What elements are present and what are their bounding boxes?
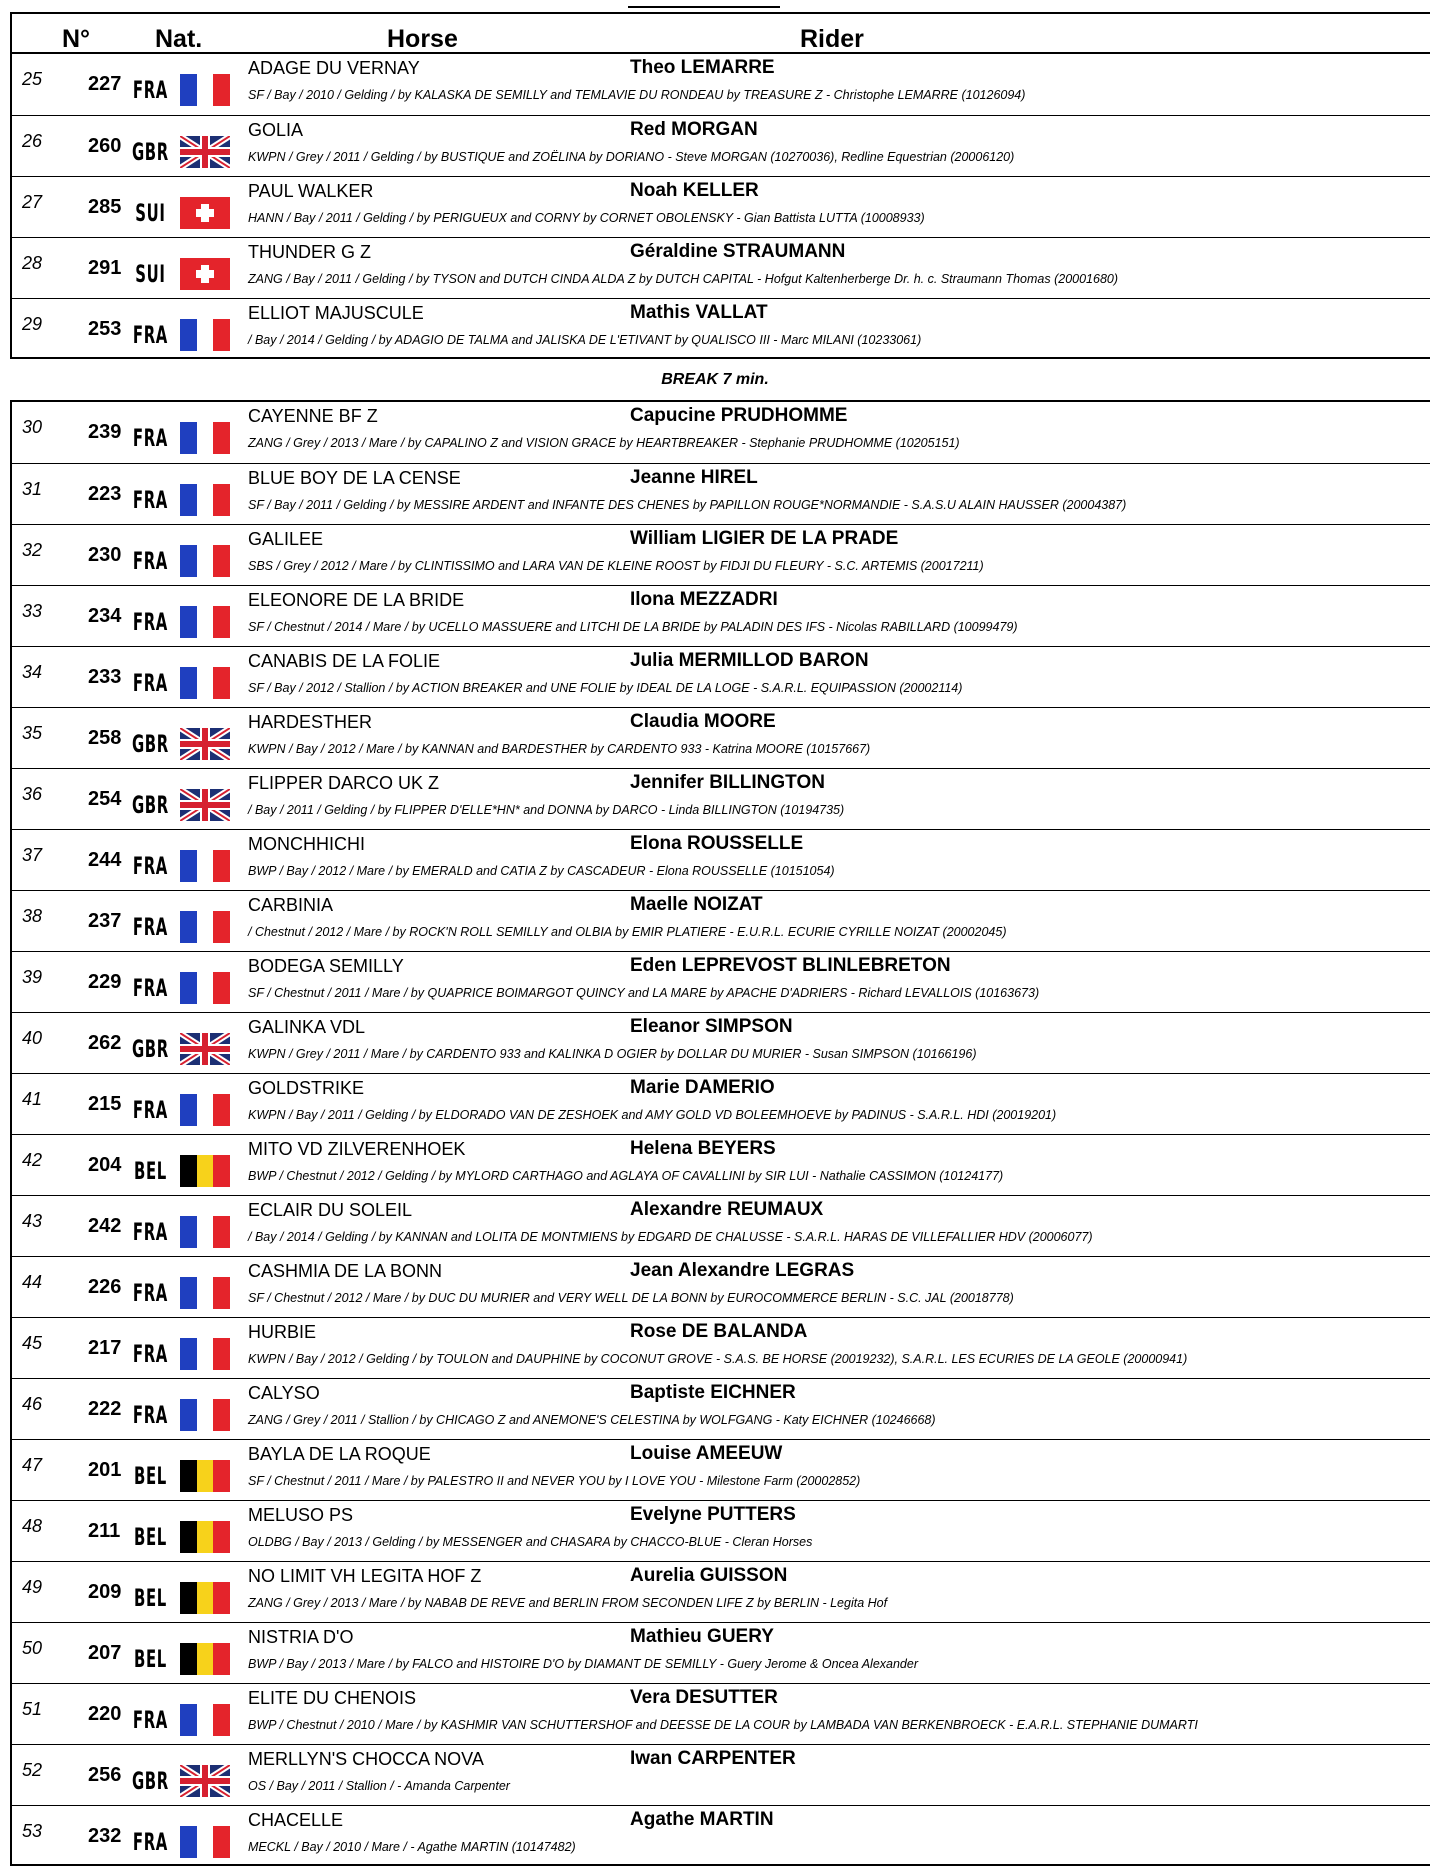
horse-details: KWPN / Grey / 2011 / Gelding / by BUSTIQUE and ZOËLINA by DORIANO - Steve MORGAN (10270036), Redline Equestrian (20006120): [248, 150, 1015, 164]
bib-number: 227: [88, 73, 122, 95]
nationality-flag: [131, 1031, 232, 1067]
column-header-horse: Horse: [387, 25, 458, 53]
table-row: [12, 115, 1430, 176]
rank-number: 26: [22, 131, 43, 151]
table-row: [12, 463, 1430, 524]
horse-details: ZANG / Grey / 2013 / Mare / by NABAB DE REVE and BERLIN FROM SECONDEN LIFE Z by BERLIN - Legita Hof: [248, 1596, 888, 1610]
bib-number: 223: [88, 483, 122, 505]
horse-name: BLUE BOY DE LA CENSE: [248, 468, 461, 488]
horse-details: HANN / Bay / 2011 / Gelding / by PERIGUEUX and CORNY by CORNET OBOLENSKY - Gian Battista LUTTA (10008933): [248, 211, 925, 225]
nationality-code: FRA: [132, 76, 168, 104]
rank-number: 40: [22, 1028, 43, 1048]
rank-number: 33: [22, 601, 43, 621]
horse-name: ADAGE DU VERNAY: [248, 58, 420, 78]
nationality-code: GBR: [131, 1035, 169, 1063]
nationality-code: GBR: [131, 138, 169, 166]
nationality-flag: [132, 1824, 232, 1860]
flag-icon: [180, 1765, 230, 1797]
flag-icon: [180, 1521, 230, 1553]
horse-details: KWPN / Bay / 2012 / Mare / by KANNAN and BARDESTHER by CARDENTO 933 - Katrina MOORE (10157667): [248, 742, 871, 756]
nationality-flag: [132, 909, 232, 945]
rider-name: Rose DE BALANDA: [630, 1321, 808, 1342]
nationality-code: FRA: [132, 974, 168, 1002]
nationality-flag: [131, 726, 232, 762]
horse-name: THUNDER G Z: [248, 242, 371, 262]
bib-number: 217: [88, 1337, 122, 1359]
horse-details: / Bay / 2014 / Gelding / by ADAGIO DE TALMA and JALISKA DE L'ETIVANT by QUALISCO III - Marc MILANI (10233061): [248, 333, 922, 347]
rank-number: 51: [22, 1699, 43, 1719]
table-row: [12, 402, 1430, 463]
flag-icon: [180, 606, 230, 638]
horse-details: SF / Chestnut / 2014 / Mare / by UCELLO MASSUERE and LITCHI DE LA BRIDE by PALADIN DES IFS - Nicolas RABILLARD (10099479): [248, 620, 1018, 634]
rank-number: 36: [22, 784, 43, 804]
rider-name: Helena BEYERS: [630, 1138, 776, 1159]
bib-number: 254: [88, 788, 122, 810]
flag-icon: [180, 1216, 230, 1248]
nationality-flag: [133, 1519, 232, 1555]
nationality-code: BEL: [133, 1645, 167, 1673]
table-row: [12, 1134, 1430, 1195]
horse-details: MECKL / Bay / 2010 / Mare / - Agathe MARTIN (10147482): [248, 1840, 576, 1854]
bib-number: 232: [88, 1825, 122, 1847]
nationality-flag: [132, 1092, 232, 1128]
rank-number: 27: [22, 192, 43, 212]
flag-icon: [180, 319, 230, 351]
bib-number: 285: [88, 196, 122, 218]
bib-number: 291: [88, 257, 122, 279]
table-row: [12, 298, 1430, 359]
rider-name: Theo LEMARRE: [630, 57, 775, 78]
flag-icon: [180, 911, 230, 943]
horse-name: CASHMIA DE LA BONN: [248, 1261, 443, 1281]
flag-icon: [180, 667, 230, 699]
nationality-code: FRA: [132, 424, 168, 452]
bib-number: 237: [88, 910, 122, 932]
rider-name: Jeanne HIREL: [630, 467, 758, 488]
rider-name: Mathieu GUERY: [630, 1626, 774, 1647]
table-row: [12, 707, 1430, 768]
table-row: [12, 1561, 1430, 1622]
rider-name: William LIGIER DE LA PRADE: [630, 528, 899, 549]
nationality-code: FRA: [132, 547, 168, 575]
flag-icon: [180, 1643, 230, 1675]
start-list-group-1: [10, 52, 1430, 359]
horse-details: BWP / Chestnut / 2010 / Mare / by KASHMIR VAN SCHUTTERSHOF and DEESSE DE LA COUR by LAMBADA VAN BERKENBROECK - E.A.R.L. STEPHANIE DUMARTI: [248, 1718, 1198, 1732]
nationality-code: FRA: [132, 1340, 168, 1368]
nationality-code: FRA: [132, 1706, 168, 1734]
flag-icon: [180, 1399, 230, 1431]
rank-number: 47: [22, 1455, 43, 1475]
flag-icon: [180, 1826, 230, 1858]
rank-number: 32: [22, 540, 43, 560]
table-row: [12, 1073, 1430, 1134]
rider-name: Géraldine STRAUMANN: [630, 241, 846, 262]
bib-number: 256: [88, 1764, 122, 1786]
horse-name: NO LIMIT VH LEGITA HOF Z: [248, 1566, 482, 1586]
nationality-flag: [135, 256, 232, 292]
nationality-flag: [132, 604, 232, 640]
rank-number: 39: [22, 967, 43, 987]
horse-name: MELUSO PS: [248, 1505, 354, 1525]
rank-number: 35: [22, 723, 43, 743]
table-row: [12, 1500, 1430, 1561]
nationality-flag: [132, 1336, 232, 1372]
nationality-flag: [135, 195, 232, 231]
horse-details: SF / Chestnut / 2011 / Mare / by PALESTRO II and NEVER YOU by I LOVE YOU - Milestone Farm (20002852): [248, 1474, 861, 1488]
horse-details: ZANG / Bay / 2011 / Gelding / by TYSON and DUTCH CINDA ALDA Z by DUTCH CAPITAL - Hofgut Kaltenherberge Dr. h. c. Straumann Thomas (20001680): [248, 272, 1119, 286]
table-row: [12, 1805, 1430, 1866]
table-row: [12, 646, 1430, 707]
nationality-flag: [131, 134, 232, 170]
nationality-flag: [133, 1641, 232, 1677]
flag-icon: [180, 1338, 230, 1370]
horse-name: ECLAIR DU SOLEIL: [248, 1200, 413, 1220]
table-row: [12, 1744, 1430, 1805]
rider-name: Jennifer BILLINGTON: [630, 772, 825, 793]
bib-number: 242: [88, 1215, 122, 1237]
horse-details: BWP / Bay / 2012 / Mare / by EMERALD and CATIA Z by CASCADEUR - Elona ROUSSELLE (10151054): [248, 864, 835, 878]
column-header-nationality: Nat.: [155, 25, 203, 53]
rank-number: 50: [22, 1638, 43, 1658]
rank-number: 29: [22, 314, 43, 334]
table-row: [12, 768, 1430, 829]
table-row: [12, 1439, 1430, 1500]
horse-details: SF / Bay / 2010 / Gelding / by KALASKA DE SEMILLY and TEMLAVIE DU RONDEAU by TREASURE Z - Christophe LEMARRE (10126094): [248, 88, 1026, 102]
rank-number: 42: [22, 1150, 43, 1170]
rider-name: Ilona MEZZADRI: [630, 589, 778, 610]
horse-details: / Bay / 2011 / Gelding / by FLIPPER D'ELLE*HN* and DONNA by DARCO - Linda BILLINGTON (10194735): [248, 803, 845, 817]
flag-icon: [180, 1277, 230, 1309]
flag-icon: [180, 972, 230, 1004]
nationality-code: FRA: [132, 608, 168, 636]
nationality-code: BEL: [133, 1157, 167, 1185]
rider-name: Eden LEPREVOST BLINLEBRETON: [630, 955, 951, 976]
bib-number: 207: [88, 1642, 122, 1664]
horse-details: / Bay / 2014 / Gelding / by KANNAN and LOLITA DE MONTMIENS by EDGARD DE CHALUSSE - S.A.R.L. HARAS DE VILLEFALLIER HDV (20006077): [248, 1230, 1093, 1244]
rider-name: Marie DAMERIO: [630, 1077, 775, 1098]
table-row: [12, 1195, 1430, 1256]
flag-icon: [180, 1704, 230, 1736]
rider-name: Evelyne PUTTERS: [630, 1504, 796, 1525]
table-row: [12, 1317, 1430, 1378]
nationality-code: FRA: [132, 1096, 168, 1124]
rank-number: 43: [22, 1211, 43, 1231]
rider-name: Jean Alexandre LEGRAS: [630, 1260, 855, 1281]
flag-icon: [180, 1094, 230, 1126]
nationality-code: FRA: [132, 1279, 168, 1307]
rank-number: 30: [22, 417, 43, 437]
rider-name: Claudia MOORE: [630, 711, 776, 732]
horse-name: CARBINIA: [248, 895, 334, 915]
horse-details: SF / Bay / 2012 / Stallion / by ACTION BREAKER and UNE FOLIE by IDEAL DE LA LOGE - S.A.R.L. EQUIPASSION (20002114): [248, 681, 963, 695]
nationality-flag: [132, 482, 232, 518]
nationality-flag: [133, 1580, 232, 1616]
table-row: [12, 585, 1430, 646]
horse-name: ELLIOT MAJUSCULE: [248, 303, 424, 323]
table-row: [12, 237, 1430, 298]
nationality-flag: [133, 1458, 232, 1494]
horse-name: PAUL WALKER: [248, 181, 374, 201]
flag-icon: [180, 484, 230, 516]
horse-name: GALILEE: [248, 529, 324, 549]
horse-details: ZANG / Grey / 2011 / Stallion / by CHICAGO Z and ANEMONE'S CELESTINA by WOLFGANG - Katy EICHNER (10246668): [248, 1413, 936, 1427]
rank-number: 49: [22, 1577, 43, 1597]
flag-icon: [180, 1033, 230, 1065]
nationality-code: GBR: [131, 730, 169, 758]
table-row: [12, 1378, 1430, 1439]
nationality-code: FRA: [132, 1218, 168, 1246]
rank-number: 41: [22, 1089, 43, 1109]
flag-icon: [180, 1460, 230, 1492]
horse-name: CAYENNE BF Z: [248, 406, 378, 426]
bib-number: 226: [88, 1276, 122, 1298]
horse-name: HURBIE: [248, 1322, 317, 1342]
table-row: [12, 54, 1430, 115]
horse-details: ZANG / Grey / 2013 / Mare / by CAPALINO Z and VISION GRACE by HEARTBREAKER - Stephanie PRUDHOMME (10205151): [248, 436, 960, 450]
rider-name: Iwan CARPENTER: [630, 1748, 796, 1769]
horse-details: SF / Chestnut / 2011 / Mare / by QUAPRICE BOIMARGOT QUINCY and LA MARE by APACHE D'ADRIERS - Richard LEVALLOIS (10163673): [248, 986, 1040, 1000]
horse-details: OS / Bay / 2011 / Stallion / - Amanda Carpenter: [248, 1779, 510, 1793]
nationality-flag: [131, 787, 232, 823]
rider-name: Noah KELLER: [630, 180, 759, 201]
rank-number: 28: [22, 253, 43, 273]
start-list-group-2: [10, 400, 1430, 1866]
horse-name: FLIPPER DARCO UK Z: [248, 773, 440, 793]
bib-number: 201: [88, 1459, 122, 1481]
rider-name: Louise AMEEUW: [630, 1443, 783, 1464]
horse-name: CHACELLE: [248, 1810, 344, 1830]
rank-number: 38: [22, 906, 43, 926]
horse-details: SF / Chestnut / 2012 / Mare / by DUC DU MURIER and VERY WELL DE LA BONN by EUROCOMMERCE BERLIN - S.C. JAL (20018778): [248, 1291, 1014, 1305]
rider-name: Agathe MARTIN: [630, 1809, 774, 1830]
nationality-flag: [133, 1153, 232, 1189]
flag-icon: [180, 136, 230, 168]
top-rule: [628, 6, 780, 8]
horse-details: OLDBG / Bay / 2013 / Gelding / by MESSENGER and CHASARA by CHACCO-BLUE - Cleran Horses: [248, 1535, 813, 1549]
horse-details: SBS / Grey / 2012 / Mare / by CLINTISSIMO and LARA VAN DE KLEINE ROOST by FIDJI DU FLEURY - S.C. ARTEMIS (20017211): [248, 559, 984, 573]
rider-name: Capucine PRUDHOMME: [630, 405, 848, 426]
nationality-flag: [131, 1763, 232, 1799]
rank-number: 53: [22, 1821, 43, 1841]
nationality-code: BEL: [133, 1523, 167, 1551]
flag-icon: [180, 1155, 230, 1187]
flag-icon: [180, 74, 230, 106]
horse-details: KWPN / Bay / 2011 / Gelding / by ELDORADO VAN DE ZESHOEK and AMY GOLD VD BOLEEMHOEVE by PADINUS - S.A.R.L. HDI (20019201): [248, 1108, 1057, 1122]
nationality-flag: [132, 543, 232, 579]
rider-name: Elona ROUSSELLE: [630, 833, 804, 854]
horse-name: GOLDSTRIKE: [248, 1078, 365, 1098]
bib-number: 234: [88, 605, 122, 627]
horse-details: SF / Bay / 2011 / Gelding / by MESSIRE ARDENT and INFANTE DES CHENES by PAPILLON ROUGE*NORMANDIE - S.A.S.U ALAIN HAUSSER (20004387): [248, 498, 1127, 512]
bib-number: 220: [88, 1703, 122, 1725]
break-label: BREAK 7 min.: [661, 371, 769, 388]
flag-icon: [180, 850, 230, 882]
horse-name: BODEGA SEMILLY: [248, 956, 404, 976]
flag-icon: [180, 1582, 230, 1614]
horse-name: HARDESTHER: [248, 712, 373, 732]
table-header: [10, 12, 1430, 52]
nationality-flag: [132, 317, 232, 353]
table-row: [12, 890, 1430, 951]
rider-name: Red MORGAN: [630, 119, 758, 140]
nationality-flag: [132, 970, 232, 1006]
horse-name: MERLLYN'S CHOCCA NOVA: [248, 1749, 484, 1769]
horse-name: ELEONORE DE LA BRIDE: [248, 590, 465, 610]
bib-number: 229: [88, 971, 122, 993]
rank-number: 46: [22, 1394, 43, 1414]
table-row: [12, 1256, 1430, 1317]
nationality-code: FRA: [132, 486, 168, 514]
nationality-code: FRA: [132, 321, 168, 349]
horse-details: KWPN / Grey / 2011 / Mare / by CARDENTO 933 and KALINKA D OGIER by DOLLAR DU MURIER - Susan SIMPSON (10166196): [248, 1047, 977, 1061]
bib-number: 260: [88, 135, 122, 157]
nationality-code: GBR: [131, 791, 169, 819]
nationality-code: BEL: [133, 1584, 167, 1612]
horse-details: BWP / Bay / 2013 / Mare / by FALCO and HISTOIRE D'O by DIAMANT DE SEMILLY - Guery Jerome & Oncea Alexander: [248, 1657, 918, 1671]
nationality-code: FRA: [132, 913, 168, 941]
nationality-code: SUI: [135, 260, 166, 288]
horse-name: ELITE DU CHENOIS: [248, 1688, 417, 1708]
bib-number: 262: [88, 1032, 122, 1054]
rider-name: Maelle NOIZAT: [630, 894, 763, 915]
horse-name: MONCHHICHI: [248, 834, 365, 854]
horse-name: MITO VD ZILVERENHOEK: [248, 1139, 466, 1159]
nationality-flag: [132, 1275, 232, 1311]
flag-icon: [180, 422, 230, 454]
nationality-flag: [132, 1214, 232, 1250]
rider-name: Julia MERMILLOD BARON: [630, 650, 869, 671]
table-row: [12, 524, 1430, 585]
horse-details: KWPN / Bay / 2012 / Gelding / by TOULON and DAUPHINE by COCONUT GROVE - S.A.S. BE HORSE (20019232), S.A.R.L. LES ECURIES DE LA GEOLE (20000941): [248, 1352, 1188, 1366]
flag-icon: [180, 728, 230, 760]
column-header-number: N°: [62, 25, 91, 53]
table-row: [12, 829, 1430, 890]
table-row: [12, 1012, 1430, 1073]
rank-number: 48: [22, 1516, 43, 1536]
nationality-code: BEL: [133, 1462, 167, 1490]
nationality-flag: [132, 72, 232, 108]
rank-number: 25: [22, 69, 43, 89]
rank-number: 34: [22, 662, 43, 682]
rider-name: Aurelia GUISSON: [630, 1565, 788, 1586]
rank-number: 45: [22, 1333, 43, 1353]
horse-name: CANABIS DE LA FOLIE: [248, 651, 441, 671]
horse-name: GOLIA: [248, 120, 304, 140]
rider-name: Vera DESUTTER: [630, 1687, 778, 1708]
rank-number: 37: [22, 845, 43, 865]
table-row: [12, 1622, 1430, 1683]
bib-number: 253: [88, 318, 122, 340]
nationality-code: GBR: [131, 1767, 169, 1795]
horse-name: BAYLA DE LA ROQUE: [248, 1444, 431, 1464]
flag-icon: [180, 197, 230, 229]
bib-number: 244: [88, 849, 122, 871]
rider-name: Alexandre REUMAUX: [630, 1199, 824, 1220]
horse-details: / Chestnut / 2012 / Mare / by ROCK'N ROLL SEMILLY and OLBIA by EMIR PLATIERE - E.U.R.L. ECURIE CYRILLE NOIZAT (20002045): [248, 925, 1007, 939]
nationality-code: FRA: [132, 1828, 168, 1856]
flag-icon: [180, 789, 230, 821]
bib-number: 215: [88, 1093, 122, 1115]
rank-number: 31: [22, 479, 43, 499]
flag-icon: [180, 258, 230, 290]
bib-number: 239: [88, 421, 122, 443]
nationality-code: FRA: [132, 852, 168, 880]
bib-number: 258: [88, 727, 122, 749]
bib-number: 233: [88, 666, 122, 688]
bib-number: 230: [88, 544, 122, 566]
rank-number: 52: [22, 1760, 43, 1780]
rank-number: 44: [22, 1272, 43, 1292]
nationality-flag: [132, 420, 232, 456]
rider-name: Baptiste EICHNER: [630, 1382, 796, 1403]
nationality-code: SUI: [135, 199, 166, 227]
nationality-flag: [132, 665, 232, 701]
bib-number: 222: [88, 1398, 122, 1420]
table-row: [12, 1683, 1430, 1744]
horse-details: BWP / Chestnut / 2012 / Gelding / by MYLORD CARTHAGO and AGLAYA OF CAVALLINI by SIR LUI - Nathalie CASSIMON (10124177): [248, 1169, 1004, 1183]
horse-name: CALYSO: [248, 1383, 320, 1403]
horse-name: NISTRIA D'O: [248, 1627, 354, 1647]
rider-name: Eleanor SIMPSON: [630, 1016, 793, 1037]
bib-number: 209: [88, 1581, 122, 1603]
nationality-flag: [132, 1397, 232, 1433]
flag-icon: [180, 545, 230, 577]
column-header-rider: Rider: [800, 25, 864, 53]
bib-number: 211: [88, 1520, 121, 1542]
nationality-code: FRA: [132, 669, 168, 697]
table-row: [12, 951, 1430, 1012]
rider-name: Mathis VALLAT: [630, 302, 768, 323]
nationality-flag: [132, 1702, 232, 1738]
nationality-code: FRA: [132, 1401, 168, 1429]
horse-name: GALINKA VDL: [248, 1017, 366, 1037]
table-row: [12, 176, 1430, 237]
bib-number: 204: [88, 1154, 122, 1176]
nationality-flag: [132, 848, 232, 884]
